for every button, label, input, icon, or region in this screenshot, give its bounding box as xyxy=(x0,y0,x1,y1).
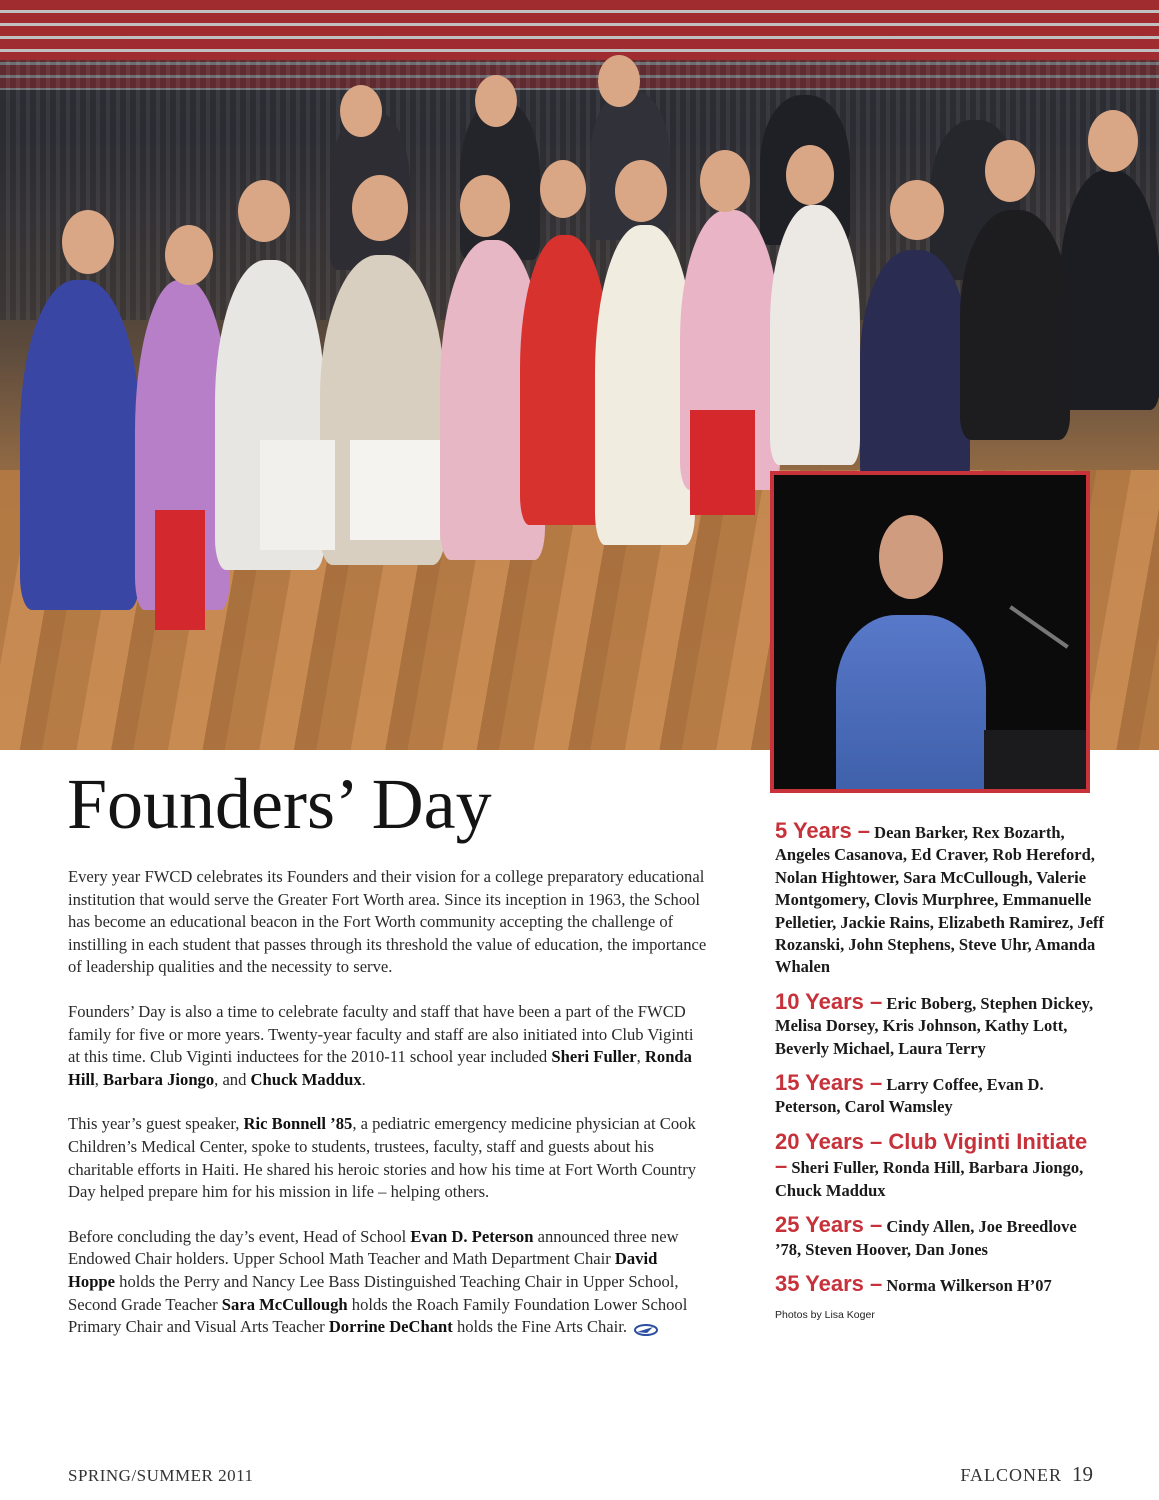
bold-name: Barbara Jiongo xyxy=(103,1069,215,1089)
text-run: This year’s guest speaker, xyxy=(68,1114,244,1134)
text-run: , xyxy=(94,1069,104,1089)
speaker-face xyxy=(879,515,943,599)
person xyxy=(860,250,970,490)
years-label: 5 Years – xyxy=(775,818,871,843)
bold-name: Chuck Maddux xyxy=(250,1069,362,1089)
face xyxy=(598,55,640,107)
face xyxy=(615,160,667,222)
person xyxy=(960,210,1070,440)
text-run: Every year FWCD celebrates its Founders and their vision for a college preparatory educational institution that would serve the Greater Fort Worth area. Since its inception in 1963, the School has become an educational beacon in the Fort Worth community accepting the challenge of instilling in each student that passes through its threshold the value of education, the importance of leadership qualities and the necessity to serve. xyxy=(68,867,707,977)
honoree-names: Cindy Allen, Joe Breedlove ’78, Steven Hoover, Dan Jones xyxy=(775,1217,1077,1259)
bold-name: Evan D. Peterson xyxy=(410,1226,534,1246)
gift-bag xyxy=(260,440,335,550)
gift-bag xyxy=(690,410,755,515)
text-run: Before concluding the day’s event, Head of School xyxy=(68,1226,411,1246)
bold-name: Sheri Fuller xyxy=(551,1047,637,1067)
text-run: holds the Perry and Nancy Lee Bass Distinguished Teaching Chair in Upper School, Second Grade Teacher xyxy=(68,1271,679,1314)
years-of-service-list xyxy=(775,820,1105,1321)
face xyxy=(238,180,290,242)
face xyxy=(890,180,944,240)
face xyxy=(165,225,213,285)
face xyxy=(540,160,586,218)
article-body xyxy=(68,866,708,1361)
bold-name: Sara McCullough xyxy=(221,1294,348,1314)
face xyxy=(352,175,408,241)
text-run: . xyxy=(361,1069,366,1089)
face xyxy=(985,140,1035,202)
person xyxy=(20,280,140,610)
text-run: , and xyxy=(214,1069,251,1089)
honoree-names: Sheri Fuller, Ronda Hill, Barbara Jiongo, Chuck Maddux xyxy=(775,1158,1084,1200)
article-paragraph xyxy=(68,1113,708,1203)
service-group xyxy=(775,820,1105,979)
bold-name: David Hoppe xyxy=(68,1249,658,1291)
person xyxy=(770,205,860,465)
article-paragraph xyxy=(68,866,708,979)
gift-bag xyxy=(350,440,440,540)
speaker-shirt xyxy=(836,615,986,793)
text-run: holds the Roach Family Foundation Lower School Primary Chair and Visual Arts Teacher xyxy=(68,1294,688,1337)
text-run: Founders’ Day is also a time to celebrate faculty and staff that have been a part of the FWCD family for five or more years. Twenty-year faculty and staff are also initiated into Club Viginti at this time. Club Viginti inductees for the 2010-11 school year included xyxy=(68,1001,694,1067)
bold-name: Ric Bonnell ’85 xyxy=(243,1114,353,1134)
bold-name: Ronda Hill xyxy=(68,1047,692,1089)
text-run: announced three new Endowed Chair holders. Upper School Math Teacher and Math Department Chair xyxy=(68,1226,679,1269)
face xyxy=(786,145,834,205)
article-title: Founders’ Day xyxy=(67,764,492,844)
face xyxy=(460,175,510,237)
gift-bag xyxy=(155,510,205,630)
magazine-name: FALCONER xyxy=(960,1465,1062,1485)
issue-label: SPRING/SUMMER 2011 xyxy=(68,1466,254,1485)
person xyxy=(1060,170,1159,410)
face xyxy=(340,85,382,137)
folio xyxy=(960,1462,1093,1487)
service-group xyxy=(775,1270,1105,1297)
honoree-names: Dean Barker, Rex Bozarth, Angeles Casanova, Ed Craver, Rob Hereford, Nolan Hightower, Sara McCullough, Valerie Montgomery, Clovis Murphree, Emmanuelle Pelletier, Jackie Rains, Elizabeth Ramirez, Jeff Rozanski, John Stephens, Steve Uhr, Amanda Whalen xyxy=(775,823,1105,977)
photo-credit: Photos by Lisa Koger xyxy=(775,1309,875,1322)
years-label: 15 Years – xyxy=(775,1070,883,1096)
service-group xyxy=(775,1072,1105,1119)
face xyxy=(1088,110,1138,172)
honoree-names: Larry Coffee, Evan D. Peterson, Carol Wamsley xyxy=(775,1075,1044,1117)
page-number: 19 xyxy=(1072,1462,1093,1486)
text-run: , xyxy=(636,1047,645,1067)
years-label: 25 Years – xyxy=(775,1212,883,1238)
service-group xyxy=(775,988,1105,1060)
article-paragraph xyxy=(68,1001,708,1091)
text-run: , a pediatric emergency medicine physician at Cook Children’s Medical Center, spoke to students, trustees, faculty, staff and guests about his charitable efforts in Haiti. He shared his heroic stories and how his time at Fort Worth Country Day helped prepare him for his mission in life – helping others. xyxy=(68,1114,697,1202)
years-label: 20 Years – Club Viginti Initiate – xyxy=(775,1128,1088,1179)
service-group xyxy=(775,1128,1105,1202)
face xyxy=(475,75,517,127)
years-label: 10 Years – xyxy=(775,988,883,1014)
honoree-names: Norma Wilkerson H’07 xyxy=(886,1275,1052,1295)
microphone xyxy=(1009,605,1069,648)
text-run: holds the Fine Arts Chair. xyxy=(452,1317,628,1337)
podium xyxy=(984,730,1090,793)
article-paragraph xyxy=(68,1226,708,1339)
speaker-photo xyxy=(770,471,1090,793)
face xyxy=(62,210,114,274)
service-group xyxy=(775,1214,1105,1261)
honoree-names: Eric Boberg, Stephen Dickey, Melisa Dorsey, Kris Johnson, Kathy Lott, Beverly Michael, Laura Terry xyxy=(775,993,1094,1058)
falcon-logo-icon xyxy=(633,1321,659,1335)
bold-name: Dorrine DeChant xyxy=(328,1317,453,1337)
years-label: 35 Years – xyxy=(775,1270,883,1296)
face xyxy=(700,150,750,212)
